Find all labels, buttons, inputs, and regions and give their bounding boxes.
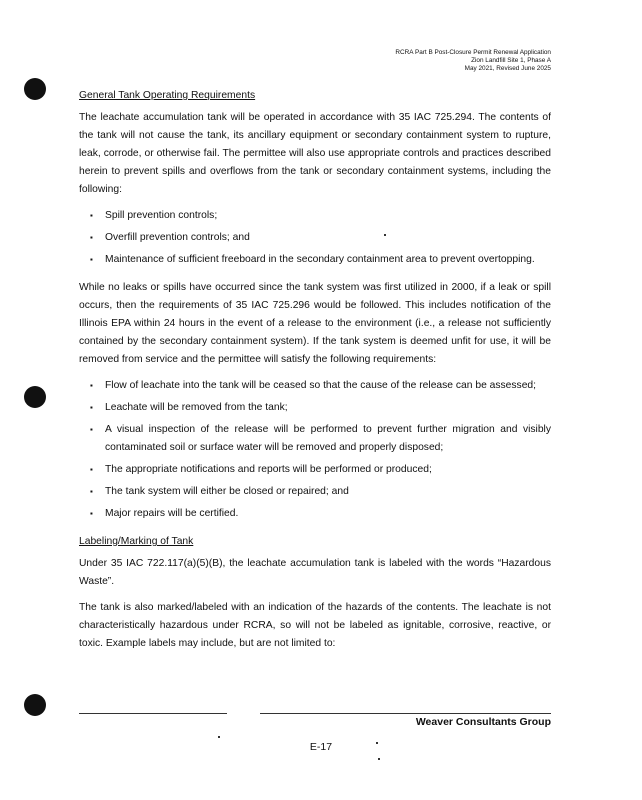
firm-name: Weaver Consultants Group — [415, 716, 551, 728]
scan-speck — [376, 742, 378, 744]
punch-hole-middle — [24, 386, 46, 408]
list-item: ▪ Flow of leachate into the tank will be ceased so that the cause of the release can be assessed; — [79, 377, 551, 395]
header-line-3: May 2021, Revised June 2025 — [464, 65, 551, 72]
list-item: ▪ Leachate will be removed from the tank; — [79, 399, 551, 417]
list-item: ▪ The tank system will either be closed or repaired; and — [79, 483, 551, 501]
general-paragraph-1: The leachate accumulation tank will be operated in accordance with 35 IAC 725.294. The contents of the tank will not cause the tank, its ancillary equipment or secondary containment system to rupture, leak, corrode, or otherwise fail. The permittee will also use appropriate controls and practices described herein to prevent spills and overflows from the tank or secondary containment systems, including the following: — [79, 112, 551, 195]
release-requirements-list — [79, 377, 551, 523]
page-body — [79, 87, 551, 661]
footer-rule-right — [260, 713, 551, 714]
punch-hole-top — [24, 78, 46, 100]
scan-speck — [384, 234, 386, 236]
general-paragraph-2: While no leaks or spills have occurred since the tank system was first utilized in 2000, if a leak or spill occurs, then the requirements of 35 IAC 725.296 would be followed. This includes notification of the Illinois EPA within 24 hours in the event of a release to the environment (i.e., a release not sufficiently contained by the secondary containment system). If the tank system is deemed unfit for use, it will be removed from service and the permittee will satisfy the following requirements: — [79, 282, 551, 365]
list-item: ▪ Spill prevention controls; — [79, 207, 551, 225]
list-item: ▪ The appropriate notifications and reports will be performed or produced; — [79, 461, 551, 479]
general-requirements-heading: General Tank Operating Requirements — [79, 90, 256, 101]
footer-rule-left — [79, 713, 227, 714]
page-number: E-17 — [309, 741, 333, 753]
header-line-1: RCRA Part B Post-Closure Permit Renewal Application — [395, 49, 551, 56]
scan-speck — [378, 758, 380, 760]
list-item: ▪ Overfill prevention controls; and — [79, 229, 551, 247]
list-item: ▪ Major repairs will be certified. — [79, 505, 551, 523]
punch-hole-bottom — [24, 694, 46, 716]
labeling-paragraph-1: Under 35 IAC 722.117(a)(5)(B), the leachate accumulation tank is labeled with the words “Hazardous Waste”. — [79, 558, 551, 587]
header-line-2: Zion Landfill Site 1, Phase A — [471, 57, 551, 64]
list-item: ▪ A visual inspection of the release will be performed to prevent further migration and visibly contaminated soil or surface water will be removed and properly disposed; — [79, 421, 551, 457]
spill-control-list — [79, 207, 551, 269]
labeling-heading: Labeling/Marking of Tank — [79, 536, 194, 547]
labeling-paragraph-2: The tank is also marked/labeled with an indication of the hazards of the contents. The leachate is not characteristically hazardous under RCRA, so will not be labeled as ignitable, corrosive, reactive, or toxic. Example labels may include, but are not limited to: — [79, 602, 551, 649]
scan-speck — [218, 736, 220, 738]
list-item: ▪ Maintenance of sufficient freeboard in the secondary containment area to prevent overtopping. — [79, 251, 551, 269]
document-header — [395, 49, 551, 73]
